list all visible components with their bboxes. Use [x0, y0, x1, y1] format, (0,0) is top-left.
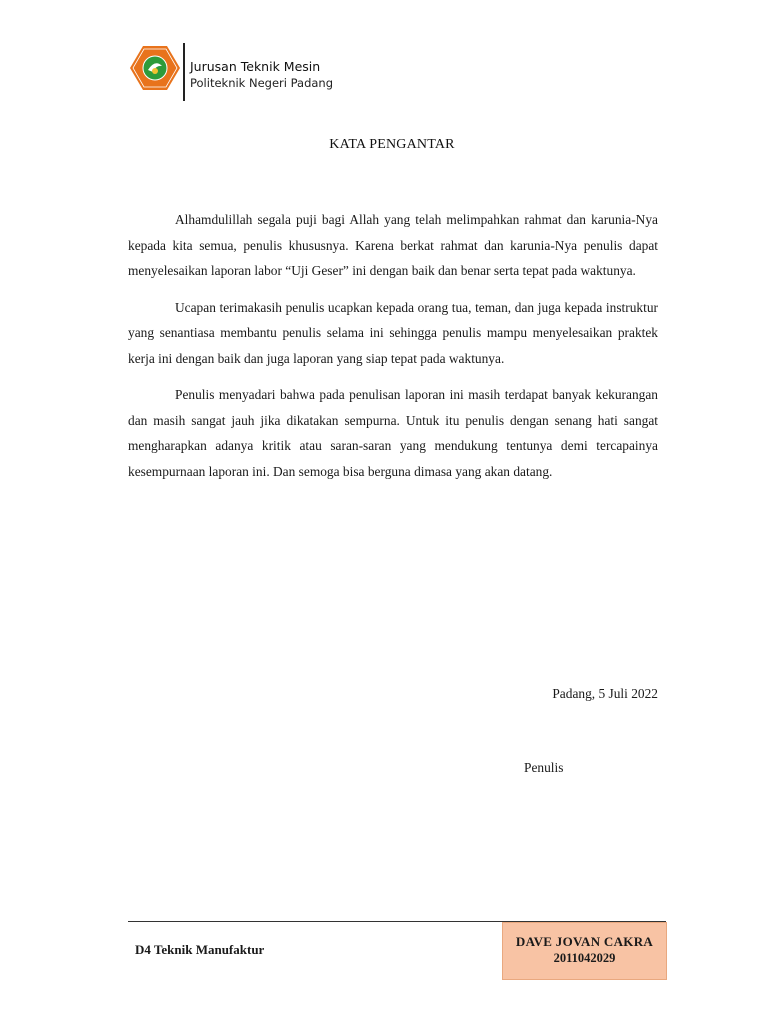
student-id: 2011042029 [553, 951, 616, 965]
paragraph-2: Ucapan terimakasih penulis ucapkan kepada orang tua, teman, dan juga kepada instruktur yang senantiasa membantu penulis selama ini sehingga penulis mampu menyelesaikan praktek kerja ini dengan baik dan juga laporan yang siap tepat pada waktunya. [128, 299, 658, 366]
place-date: Padang, 5 Juli 2022 [552, 686, 658, 701]
department-name: Jurusan Teknik Mesin [190, 59, 321, 74]
author-name: DAVE JOVAN CAKRA [515, 934, 654, 949]
paragraph-1: Alhamdulillah segala puji bagi Allah yang telah melimpahkan rahmat dan karunia-Nya kepada kita semua, penulis khususnya. Karena berkat rahmat dan karunia-Nya penulis dapat menyelesaikan laporan labor “Uji Geser” ini dengan baik dan benar serta tepat pada waktunya. [128, 212, 658, 278]
paragraph-3: Penulis menyadari bahwa pada penulisan laporan ini masih terdapat banyak kekurangan dan masih sangat jauh jika dikatakan sempurna. Untuk itu penulis dengan senang hati sangat mengharapkan adanya kritik atau saran-saran yang mendukung tentunya demi tercapainya kesempurnaan laporan ini. Dan semoga bisa berguna dimasa yang akan datang. [128, 387, 658, 479]
author-box [502, 922, 667, 980]
document-header [129, 43, 449, 101]
institution-name: Politeknik Negeri Padang [190, 76, 334, 90]
study-program: D4 Teknik Manufaktur [135, 942, 265, 957]
body-text [128, 207, 658, 495]
header-text [190, 59, 333, 91]
writer-label: Penulis [524, 760, 564, 775]
page-title: KATA PENGANTAR [329, 137, 455, 152]
header-divider [183, 43, 185, 101]
institution-logo-icon [129, 45, 181, 91]
